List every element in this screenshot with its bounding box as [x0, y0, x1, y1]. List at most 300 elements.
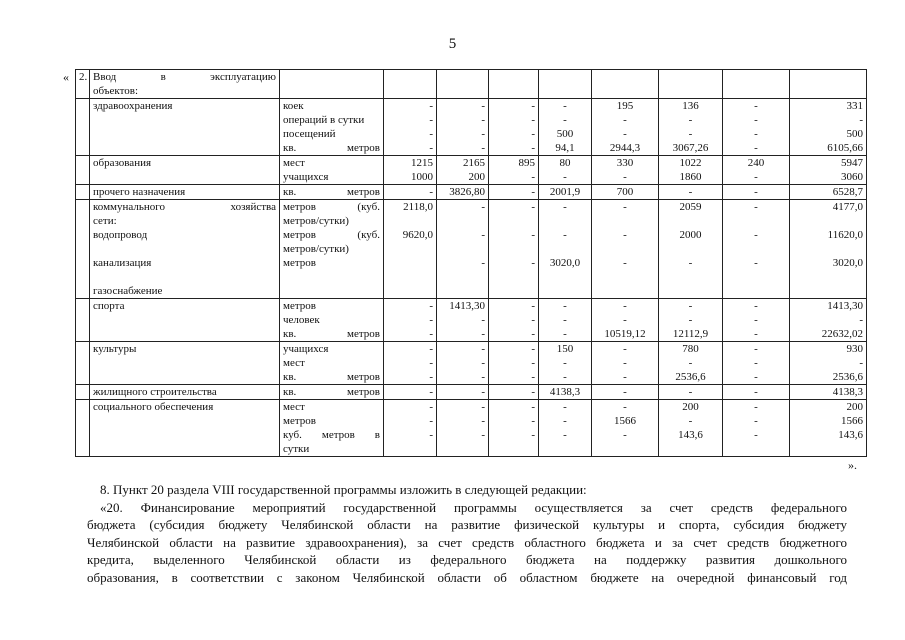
unit-label: куб. метров в	[283, 429, 380, 441]
paragraph-20-line2: бюджета (субсидия бюджету Челябинской области на развитие физической культуры и спорта, субсидия бюджету	[87, 517, 847, 532]
value-cell	[790, 200, 867, 299]
unit-label: учащихся	[283, 343, 329, 355]
value	[726, 270, 786, 284]
value: -	[623, 229, 627, 241]
value	[492, 442, 535, 456]
value	[595, 242, 655, 256]
paragraph-20-line4: кредита, выделенного Челябинской области из федерального бюджета на поддержку развития дошкольного	[87, 552, 847, 567]
object-type-cell	[90, 99, 280, 156]
value-cell	[659, 156, 723, 185]
value	[793, 284, 863, 298]
value: -	[688, 114, 693, 126]
value-cell	[592, 99, 659, 156]
value-cell	[539, 200, 592, 299]
value-cell	[489, 342, 539, 385]
value: -	[429, 343, 433, 355]
value: -	[754, 257, 758, 269]
object-type-label: образования	[93, 157, 152, 169]
value-cell	[384, 99, 437, 156]
value: 240	[747, 157, 765, 169]
object-type-label: канализация	[93, 257, 152, 269]
value: -	[531, 357, 535, 369]
object-type-cell	[90, 299, 280, 342]
value-cell	[384, 342, 437, 385]
value: 195	[616, 100, 634, 112]
value: 3060	[841, 171, 863, 183]
value: -	[481, 142, 485, 154]
unit-label: коек	[283, 100, 304, 112]
value	[440, 242, 485, 256]
value: 500	[846, 128, 863, 140]
value: -	[531, 300, 535, 312]
object-type-label: жилищного строительства	[93, 386, 217, 398]
value: -	[481, 429, 485, 441]
value: 1000	[411, 171, 433, 183]
object-type-label: здравоохранения	[93, 100, 173, 112]
section-title	[90, 70, 280, 99]
paragraph-20-line1: «20. Финансирование мероприятий государственной программы осуществляется за счет средств федерального	[100, 499, 847, 515]
value-cell	[592, 299, 659, 342]
object-type-label: прочего назначения	[93, 186, 186, 198]
value: -	[754, 371, 758, 383]
value: -	[754, 343, 758, 355]
value: 2000	[679, 229, 702, 241]
value: -	[754, 128, 758, 140]
unit-label: мест	[283, 157, 305, 169]
unit-label: метров (куб.	[283, 201, 380, 213]
value-cell	[539, 385, 592, 400]
value: -	[623, 401, 627, 413]
value-cell	[539, 185, 592, 200]
table-row	[76, 299, 867, 342]
value: -	[481, 386, 485, 398]
value: -	[531, 386, 535, 398]
value: -	[688, 257, 693, 269]
value: 94,1	[555, 142, 575, 154]
value: -	[688, 415, 693, 427]
commissioning-table	[75, 69, 867, 457]
value: -	[429, 371, 433, 383]
value: -	[623, 257, 627, 269]
value-cell	[489, 200, 539, 299]
unit-label: кв. метров	[283, 186, 380, 198]
value: 331	[846, 100, 863, 112]
value	[492, 242, 535, 256]
value: -	[531, 328, 535, 340]
value: -	[531, 142, 535, 154]
value: 6105,66	[827, 142, 863, 154]
value: -	[429, 401, 433, 413]
value: 1215	[411, 157, 433, 169]
value: -	[623, 357, 627, 369]
value: 6528,7	[832, 186, 863, 198]
value	[542, 214, 588, 228]
value: 4177,0	[832, 201, 863, 213]
row-number-cell	[76, 99, 90, 156]
value: -	[754, 357, 758, 369]
row-number-cell	[76, 299, 90, 342]
value: -	[429, 142, 433, 154]
value-cell	[489, 299, 539, 342]
value: 3826,80	[449, 186, 485, 198]
object-type-cell	[90, 156, 280, 185]
value-cell	[437, 299, 489, 342]
value: -	[481, 343, 485, 355]
value-cell	[539, 342, 592, 385]
value: 143,6	[838, 429, 863, 441]
value-cell	[659, 342, 723, 385]
value-cell	[790, 299, 867, 342]
value-cell	[790, 400, 867, 457]
table-row	[76, 156, 867, 185]
value-cell	[790, 99, 867, 156]
value: -	[481, 201, 485, 213]
value	[793, 242, 863, 256]
value-cell	[489, 99, 539, 156]
object-type-label: спорта	[93, 300, 125, 312]
paragraph-item-8: 8. Пункт 20 раздела VIII государственной программы изложить в следующей редакции:	[100, 482, 587, 497]
value: -	[623, 386, 627, 398]
value: 200	[846, 401, 863, 413]
value: -	[563, 114, 567, 126]
unit-cell	[280, 342, 384, 385]
object-type-label: водопровод	[93, 229, 148, 241]
value: -	[623, 128, 627, 140]
value	[595, 284, 655, 298]
value: 1022	[679, 157, 702, 169]
value: -	[481, 114, 485, 126]
value-cell	[723, 299, 790, 342]
value: -	[754, 401, 758, 413]
unit-label: кв. метров	[283, 328, 380, 340]
value-cell	[539, 299, 592, 342]
value: 5947	[841, 157, 863, 169]
value: -	[754, 171, 758, 183]
unit-cell	[280, 156, 384, 185]
value	[542, 442, 588, 456]
value-cell	[437, 200, 489, 299]
table-row	[76, 400, 867, 457]
value-cell	[489, 185, 539, 200]
value	[793, 214, 863, 228]
value-cell	[539, 99, 592, 156]
value-cell	[723, 156, 790, 185]
value-cell	[659, 385, 723, 400]
value: -	[531, 186, 535, 198]
page-number: 5	[448, 36, 457, 52]
value-cell	[384, 299, 437, 342]
value: -	[481, 257, 485, 269]
value	[440, 270, 485, 284]
object-type-cell	[90, 200, 280, 299]
value: -	[859, 114, 863, 126]
value: -	[754, 300, 758, 312]
object-type-label	[93, 270, 276, 284]
value: 2944,3	[609, 142, 641, 154]
value: -	[754, 100, 758, 112]
value-cell	[539, 156, 592, 185]
value-cell	[592, 185, 659, 200]
value: -	[623, 314, 627, 326]
value-cell	[723, 200, 790, 299]
object-type-cell	[90, 342, 280, 385]
value: 11620,0	[827, 229, 863, 241]
value-cell	[592, 400, 659, 457]
value-cell	[723, 99, 790, 156]
value: -	[429, 128, 433, 140]
unit-label: кв. метров	[283, 386, 380, 398]
value	[387, 214, 433, 228]
value-cell	[384, 185, 437, 200]
value-cell	[659, 400, 723, 457]
value: -	[429, 114, 433, 126]
object-type-cell	[90, 385, 280, 400]
value: -	[754, 142, 758, 154]
value: -	[859, 357, 863, 369]
paragraph-20-line3: Челябинской области на развитие здравоохранения), за счет средств областного бюджета и за счет средств бюджетного	[87, 534, 847, 550]
value-cell	[659, 99, 723, 156]
value: 2536,6	[832, 371, 863, 383]
value: -	[563, 357, 567, 369]
value: -	[429, 314, 433, 326]
value: 80	[559, 157, 571, 169]
value: 4138,3	[832, 386, 863, 398]
value: 1413,30	[449, 300, 485, 312]
value: -	[481, 371, 485, 383]
value: 1860	[679, 171, 702, 183]
value: -	[531, 257, 535, 269]
value	[492, 270, 535, 284]
value: 1566	[614, 415, 636, 427]
object-type-label: газоснабжение	[93, 285, 163, 297]
value	[662, 242, 719, 256]
unit-label: кв. метров	[283, 371, 380, 383]
value	[387, 442, 433, 456]
row-number-cell	[76, 385, 90, 400]
value-cell	[592, 156, 659, 185]
value-cell	[437, 185, 489, 200]
section-title-line1: Ввод в эксплуатацию	[93, 71, 276, 83]
value: 9620,0	[402, 229, 433, 241]
object-type-label: сети:	[93, 215, 117, 227]
value: -	[481, 229, 485, 241]
unit-label: учащихся	[283, 171, 329, 183]
value-cell	[489, 385, 539, 400]
object-type-label: культуры	[93, 343, 137, 355]
value: 2059	[679, 201, 702, 213]
value	[542, 284, 588, 298]
value: -	[563, 371, 567, 383]
value: -	[859, 314, 863, 326]
value-cell	[539, 400, 592, 457]
value-cell	[723, 385, 790, 400]
section-title-line2: объектов:	[93, 85, 139, 97]
value	[726, 284, 786, 298]
unit-label: операций в сутки	[283, 114, 365, 126]
value	[662, 270, 719, 284]
value-cell	[489, 156, 539, 185]
value: -	[531, 100, 535, 112]
value: 700	[616, 186, 634, 198]
value	[440, 214, 485, 228]
value: -	[623, 114, 627, 126]
value-cell	[437, 385, 489, 400]
table-close-quote: ».	[848, 458, 857, 472]
unit-cell	[280, 385, 384, 400]
value: 3067,26	[672, 142, 709, 154]
value: 136	[682, 100, 699, 112]
value: 500	[556, 128, 574, 140]
value	[662, 284, 719, 298]
value: 10519,12	[604, 328, 646, 340]
value-cell	[592, 385, 659, 400]
value: -	[623, 429, 627, 441]
unit-cell	[280, 299, 384, 342]
value-cell	[790, 185, 867, 200]
row-number-cell	[76, 400, 90, 457]
value: -	[688, 128, 693, 140]
value: 200	[682, 401, 699, 413]
value-cell	[723, 185, 790, 200]
unit-cell	[280, 200, 384, 299]
value: 1566	[841, 415, 863, 427]
value	[387, 256, 433, 270]
value-cell	[437, 99, 489, 156]
value: -	[531, 229, 535, 241]
value: 330	[616, 157, 634, 169]
value: -	[623, 201, 627, 213]
unit-label: человек	[283, 314, 320, 326]
value: -	[754, 114, 758, 126]
value	[595, 442, 655, 456]
value: -	[429, 415, 433, 427]
unit-label: метров	[283, 300, 316, 312]
value	[492, 214, 535, 228]
value-cell	[659, 299, 723, 342]
value-cell	[723, 342, 790, 385]
value: -	[481, 328, 485, 340]
unit-label: сутки	[283, 443, 310, 455]
value: -	[688, 300, 693, 312]
unit-cell	[280, 99, 384, 156]
row-number-cell	[76, 156, 90, 185]
value: -	[563, 429, 567, 441]
table-row	[76, 99, 867, 156]
value	[387, 242, 433, 256]
value: -	[754, 229, 758, 241]
value: -	[429, 186, 433, 198]
value	[542, 242, 588, 256]
value: -	[531, 114, 535, 126]
value: -	[563, 300, 567, 312]
value: -	[688, 386, 693, 398]
value: -	[754, 415, 758, 427]
value	[440, 284, 485, 298]
value: -	[531, 343, 535, 355]
value: -	[481, 401, 485, 413]
row-number-cell	[76, 342, 90, 385]
value: -	[754, 328, 758, 340]
value-cell	[790, 342, 867, 385]
unit-label: метров	[283, 415, 316, 427]
table-open-quote: «	[63, 70, 69, 84]
value: 150	[556, 343, 574, 355]
value-cell	[592, 200, 659, 299]
value: 2165	[463, 157, 485, 169]
value-cell	[384, 400, 437, 457]
unit-label: мест	[283, 401, 305, 413]
value	[726, 214, 786, 228]
value: -	[481, 100, 485, 112]
paragraph-20-line5: образования, в соответствии с законом Челябинской области об областном бюджете на очередной финансовый год	[87, 569, 847, 585]
value: 12112,9	[672, 328, 709, 340]
object-type-cell	[90, 185, 280, 200]
unit-cell	[280, 400, 384, 457]
value-cell	[489, 400, 539, 457]
value	[387, 284, 433, 298]
body-text	[87, 481, 847, 586]
value: -	[754, 201, 758, 213]
value: -	[531, 201, 535, 213]
value: -	[754, 314, 758, 326]
row-number-cell	[76, 200, 90, 299]
unit-label: метров	[283, 257, 316, 269]
value: -	[481, 128, 485, 140]
value: -	[563, 415, 567, 427]
unit-label: посещений	[283, 128, 336, 140]
value: -	[563, 314, 567, 326]
value: 4138,3	[549, 386, 581, 398]
value	[595, 270, 655, 284]
unit-label: мест	[283, 357, 305, 369]
row-number-cell	[76, 185, 90, 200]
object-type-label: социального обеспечения	[93, 401, 214, 413]
value	[492, 284, 535, 298]
value-cell	[592, 342, 659, 385]
value: -	[563, 401, 567, 413]
header-row	[76, 70, 867, 99]
value-cell	[659, 200, 723, 299]
value: -	[429, 328, 433, 340]
value: 3020,0	[549, 257, 581, 269]
unit-label: метров/сутки)	[283, 215, 349, 227]
value: -	[429, 357, 433, 369]
object-type-label: коммунального хозяйства	[93, 201, 276, 213]
value: -	[481, 357, 485, 369]
value: 2536,6	[675, 371, 706, 383]
value-cell	[384, 200, 437, 299]
object-type-label	[93, 242, 276, 256]
value: -	[429, 300, 433, 312]
value: -	[429, 100, 433, 112]
value: -	[688, 186, 693, 198]
value: 200	[468, 171, 485, 183]
value: -	[531, 128, 535, 140]
value: 143,6	[678, 429, 703, 441]
table-row	[76, 200, 867, 299]
value: -	[623, 371, 627, 383]
value	[662, 214, 719, 228]
value: -	[531, 314, 535, 326]
value: 930	[846, 343, 863, 355]
value	[440, 442, 485, 456]
unit-label	[283, 270, 380, 284]
value	[595, 214, 655, 228]
value: 780	[682, 343, 699, 355]
value-cell	[659, 185, 723, 200]
row-number: 2.	[76, 70, 90, 99]
value: -	[688, 314, 693, 326]
